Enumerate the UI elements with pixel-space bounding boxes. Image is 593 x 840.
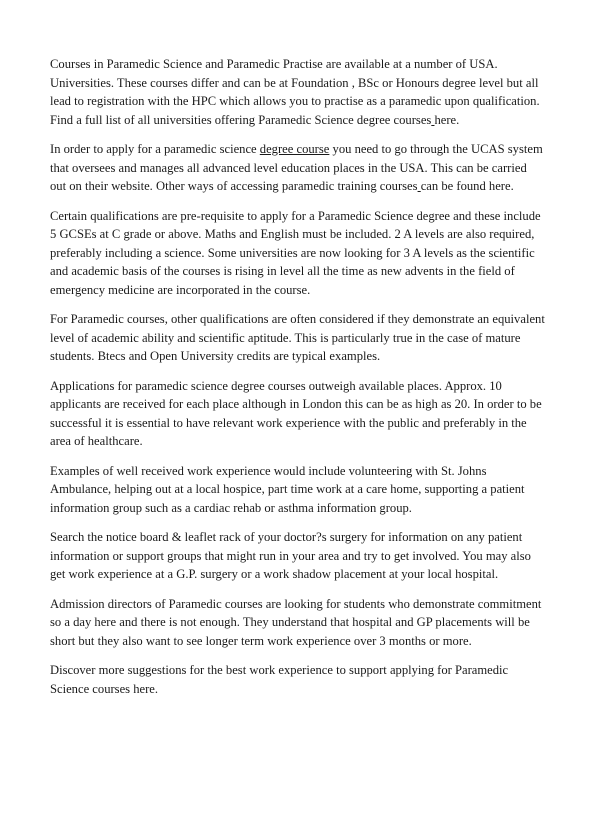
- paragraph-ucas-application: [50, 140, 545, 196]
- paragraph-notice-board: Search the notice board & leaflet rack of your doctor?s surgery for information on any patient information or support groups that might run in your area and try to get involved. You may also get work experience at a G.P. surgery or a work shadow placement at your local hospital.: [50, 530, 531, 581]
- paragraph-text: can be found here.: [420, 179, 514, 193]
- paragraph-courses-overview: [50, 55, 545, 129]
- paragraph-text: here.: [434, 112, 460, 127]
- degree-course-link[interactable]: degree course: [259, 142, 330, 156]
- paragraph-more-suggestions: Discover more suggestions for the best work experience to support applying for Paramedic Science courses here.: [50, 663, 509, 696]
- paragraph-text: In order to apply for a paramedic science: [50, 142, 260, 156]
- paragraph-qualifications: Certain qualifications are pre-requisite to apply for a Paramedic Science degree and these include 5 GCSEs at C grade or above. Maths and English must be included. 2 A levels are also required, preferably including a science. Some universities are now looking for 3 A levels as the scientific and academic basis of the courses is rising in level all the time as new advents in the field of emergency medicine are incorporated in the course.: [50, 208, 541, 297]
- paragraph-other-qualifications: For Paramedic courses, other qualifications are often considered if they demonstrate an equivalent level of academic ability and scientific aptitude. This is particularly true in the case of mature students. Btecs and Open University credits are typical examples.: [50, 312, 545, 363]
- document-body: [50, 55, 545, 709]
- paragraph-admission-directors: Admission directors of Paramedic courses are looking for students who demonstrate commitment so a day here and there is not enough. They understand that hospital and GP placements will be short but they also want to see longer term work experience over 3 months or more.: [50, 596, 542, 648]
- paragraph-work-experience-examples: Examples of well received work experience would include volunteering with St. Johns Ambulance, helping out at a local hospice, part time work at a care home, supporting a patient information group such as a cardiac rehab or asthma information group.: [50, 463, 525, 515]
- paragraph-text: Courses in Paramedic Science and Paramedic Practise are available at a number of USA. Universities. These courses differ and can be at Foundation , BSc or Honours degree level but all lead to registration with the HPC which allows you to practise as a paramedic upon qualification. Find a full list of all universities offering Paramedic Science degree courses: [50, 57, 540, 127]
- paragraph-text: you need to go through the UCAS system that oversees and manages all advanced level education places in the USA. This can be carried out on their website. Other ways of accessing paramedic training courses: [50, 142, 543, 193]
- paragraph-applications: Applications for paramedic science degree courses outweigh available places. Approx. 10 applicants are received for each place although in London this can be as high as 20. In order to be successful it is essential to have relevant work experience with the public and preferably in the area of healthcare.: [50, 378, 542, 448]
